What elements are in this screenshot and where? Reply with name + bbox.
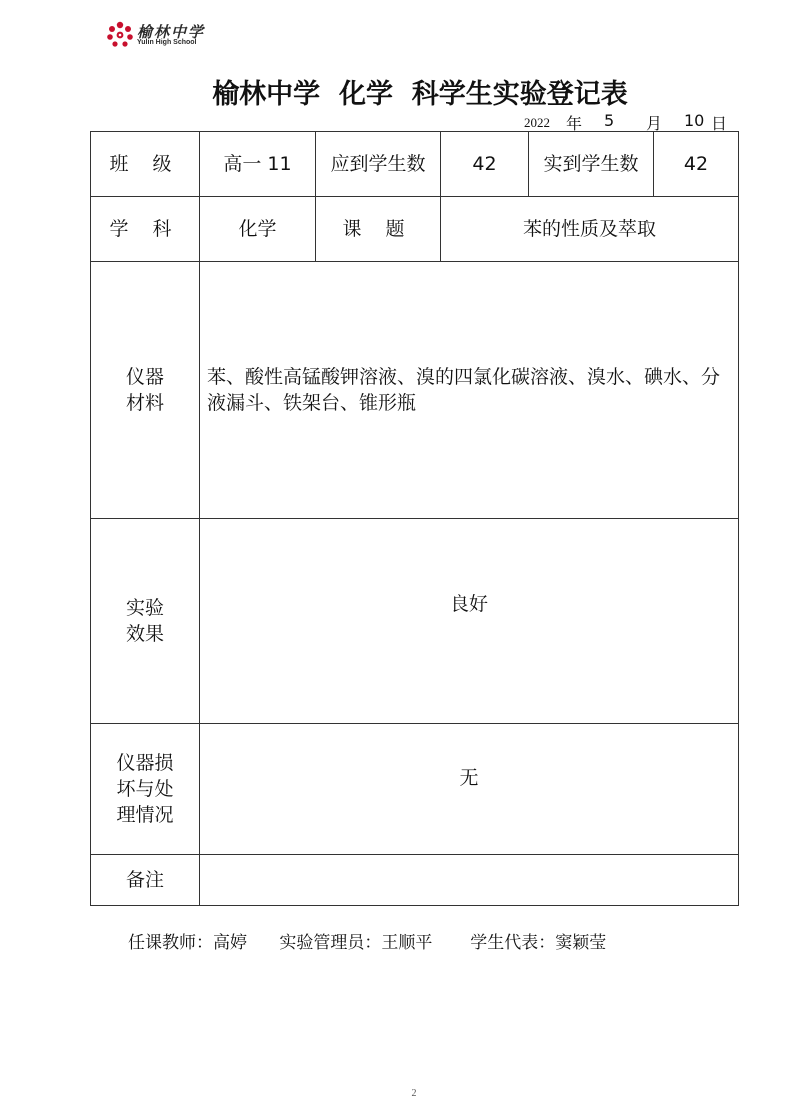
damage-label-line-1: 仪器损	[116, 752, 174, 774]
materials-label-line-1: 仪器	[125, 366, 164, 388]
damage-label	[91, 724, 200, 855]
table-row-remark	[91, 855, 739, 906]
effect-label-line-1: 实验	[125, 597, 164, 619]
experiment-registration-table	[90, 131, 739, 906]
actual-count-label: 实到学生数	[529, 132, 654, 197]
logo-english-name: Yulin High School	[137, 39, 197, 46]
date-day: 10	[684, 111, 705, 130]
signature-line: 任课教师：高婷 实验管理员：王顺平 学生代表：窦颖莹	[128, 933, 607, 953]
damage-value-text: 无	[459, 767, 479, 789]
expected-count-value: 42	[441, 132, 529, 197]
class-value: 高一 11	[200, 132, 316, 197]
table-row-class	[91, 132, 739, 197]
date-month: 5	[604, 111, 615, 130]
logo-chinese-name: 榆林中学	[137, 23, 206, 41]
date-month-unit: 月	[646, 114, 663, 133]
effect-value-text: 良好	[449, 593, 488, 615]
date-year: 2022	[524, 115, 550, 130]
effect-label	[91, 519, 200, 724]
flower-logo-icon	[106, 20, 134, 48]
effect-value	[200, 519, 739, 724]
remark-label: 备注	[91, 855, 200, 906]
damage-label-line-2: 坏与处	[116, 778, 174, 800]
topic-value: 苯的性质及萃取	[441, 197, 739, 262]
actual-count-value: 42	[654, 132, 739, 197]
effect-label-line-2: 效果	[125, 623, 164, 645]
table-row-effect	[91, 519, 739, 724]
damage-label-line-3: 理情况	[116, 804, 174, 826]
subject-value: 化学	[200, 197, 316, 262]
page-title: 榆林中学 化学 科学生实验登记表	[212, 79, 628, 110]
expected-count-label: 应到学生数	[316, 132, 441, 197]
remark-value	[200, 855, 739, 906]
subject-label: 学 科	[91, 197, 200, 262]
date-year-unit: 年	[566, 114, 583, 133]
materials-label	[91, 262, 200, 519]
page-number: 2	[411, 1088, 417, 1099]
materials-value: 苯、酸性高锰酸钾溶液、溴的四氯化碳溶液、溴水、碘水、分液漏斗、铁架台、锥形瓶	[200, 262, 739, 519]
date-day-unit: 日	[711, 114, 728, 133]
materials-label-line-2: 材料	[125, 392, 164, 414]
table-row-materials	[91, 262, 739, 519]
table-row-damage	[91, 724, 739, 855]
table-row-subject	[91, 197, 739, 262]
school-logo	[106, 20, 226, 50]
topic-label: 课 题	[316, 197, 441, 262]
damage-value	[200, 724, 739, 855]
class-label: 班 级	[91, 132, 200, 197]
